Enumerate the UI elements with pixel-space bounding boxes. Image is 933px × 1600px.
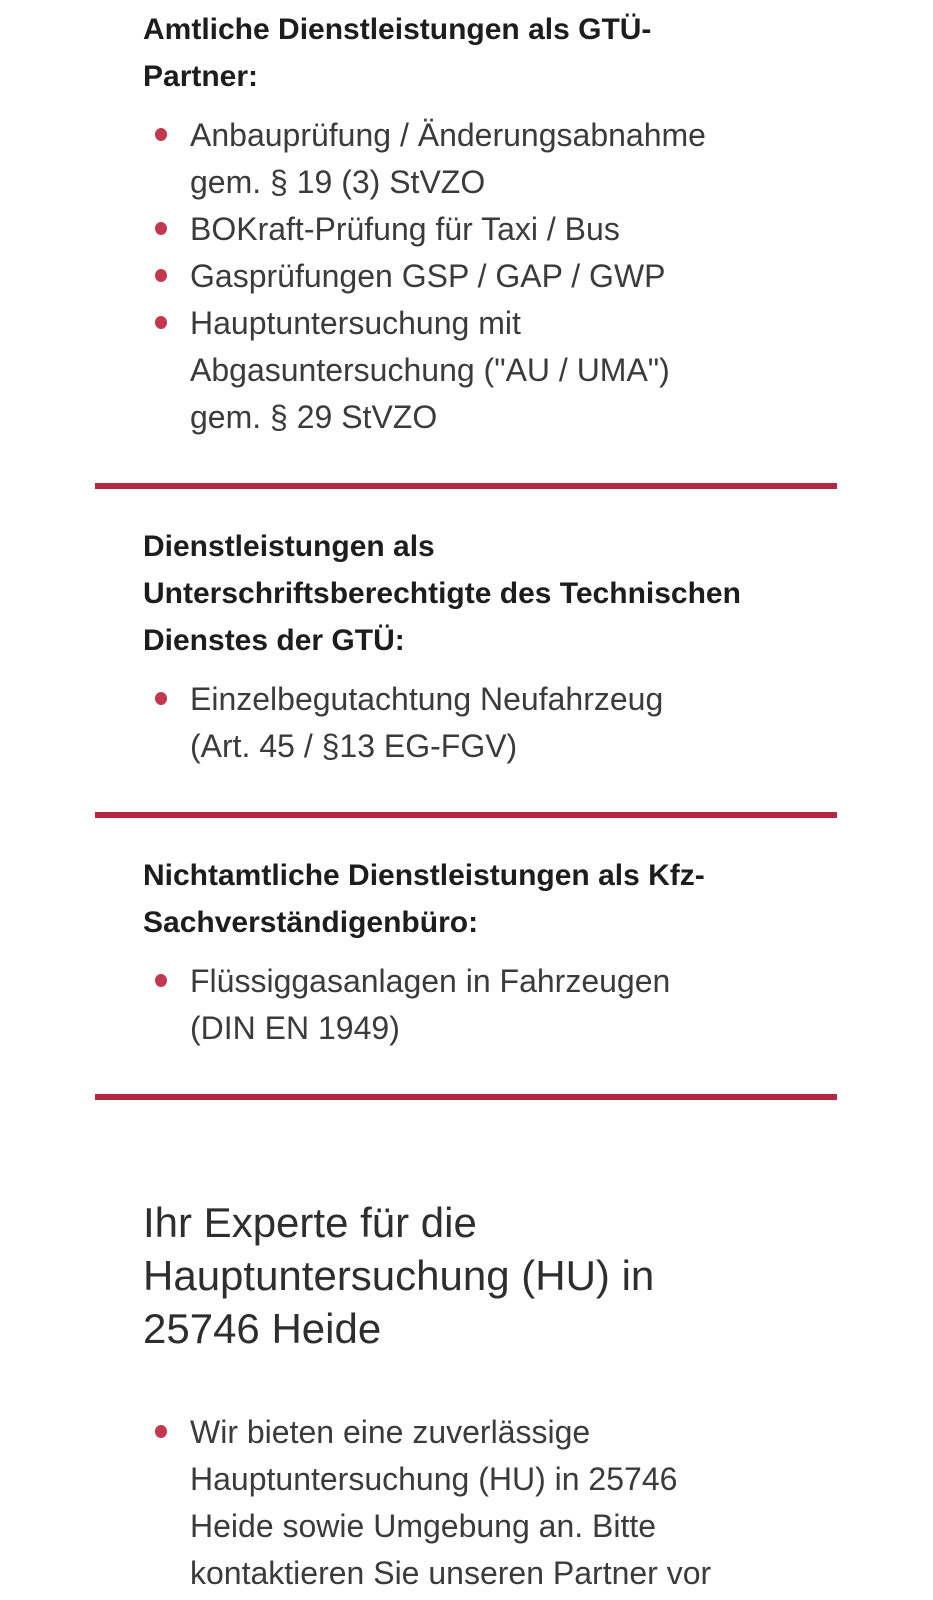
section-nichtamtliche-dienstleistungen	[95, 852, 837, 1052]
expert-heading: Ihr Experte für die Hauptuntersuchung (HU) in 25746 Heide	[143, 1199, 655, 1352]
list-item: Einzelbegutachtung Neufahrzeug (Art. 45 / §13 EG-FGV)	[143, 676, 713, 770]
section-amtliche-dienstleistungen	[95, 6, 837, 441]
list-item: Flüssiggasanlagen in Fahrzeugen (DIN EN 1949)	[143, 958, 713, 1052]
section-unterschriftsberechtigte	[95, 523, 837, 770]
section-divider	[95, 1094, 837, 1100]
section-heading: Dienstleistungen als Unterschriftsberechtigte des Technischen Dienstes der GTÜ:	[143, 530, 741, 657]
section-divider	[95, 812, 837, 818]
list-item: Wir bieten eine zuverlässige Hauptuntersuchung (HU) in 25746 Heide sowie Umgebung an. Bitte kontaktieren Sie unseren Partner vor	[143, 1409, 713, 1597]
list-item: Gasprüfungen GSP / GAP / GWP	[143, 253, 713, 300]
section-heading: Nichtamtliche Dienstleistungen als Kfz-Sachverständigenbüro:	[143, 859, 705, 939]
service-list	[143, 958, 837, 1052]
section-divider	[95, 483, 837, 489]
service-list	[143, 112, 837, 441]
expert-list	[143, 1409, 837, 1597]
list-item: Hauptuntersuchung mit Abgasuntersuchung ("AU / UMA") gem. § 29 StVZO	[143, 300, 713, 441]
list-item: BOKraft-Prüfung für Taxi / Bus	[143, 206, 713, 253]
section-expert	[95, 1196, 837, 1597]
service-list	[143, 676, 837, 770]
section-heading: Amtliche Dienstleistungen als GTÜ-Partner:	[143, 13, 652, 93]
list-item: Anbauprüfung / Änderungsabnahme gem. § 19 (3) StVZO	[143, 112, 713, 206]
